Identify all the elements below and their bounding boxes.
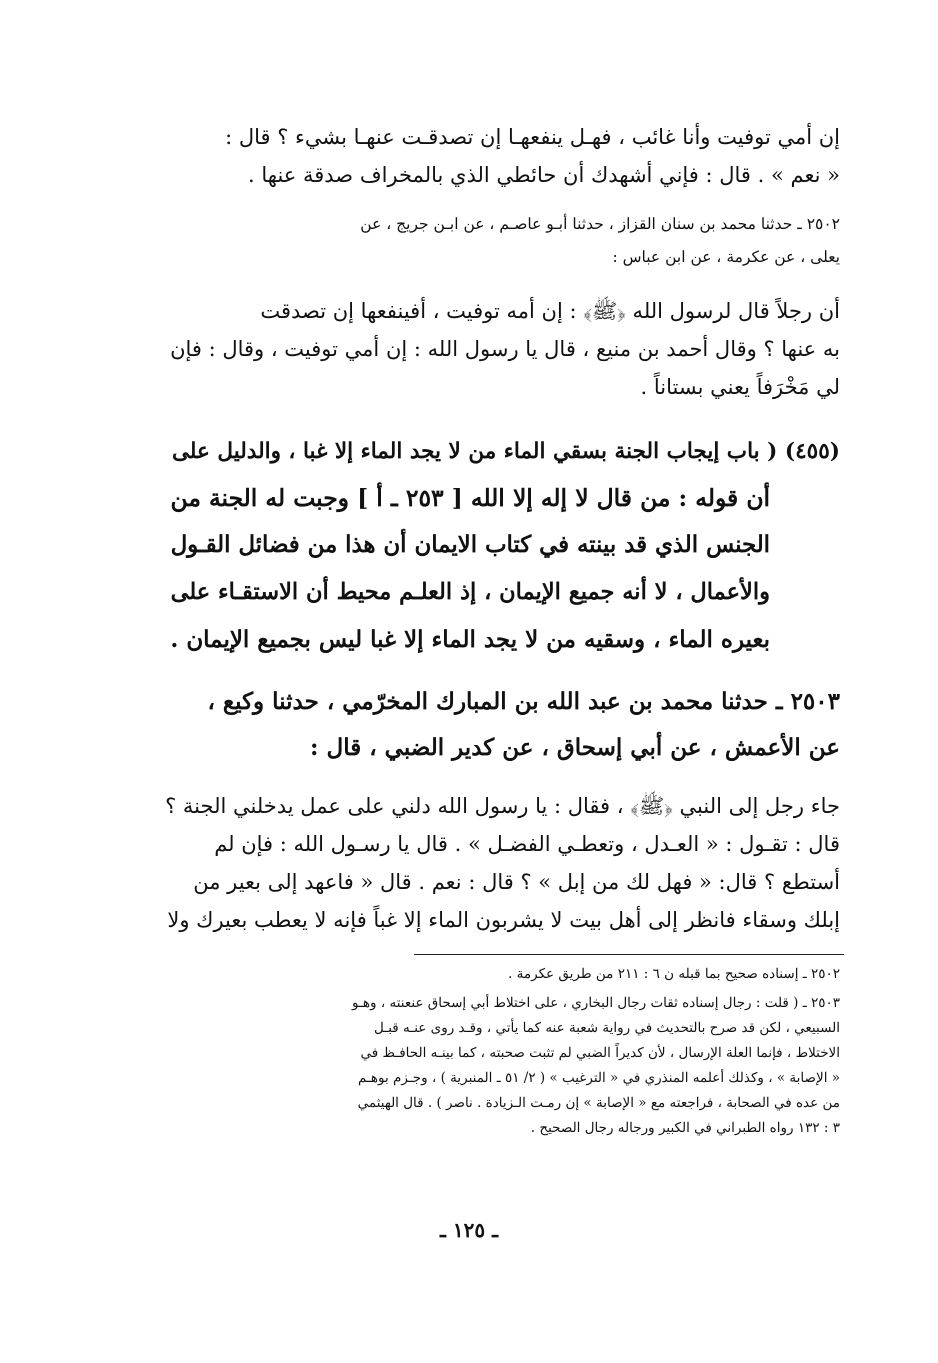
- footnote-line: ٢٥٠٢ ـ إسناده صحيح بما قبله ن ٦ : ٢١١ من طريق عكرمة .: [508, 966, 840, 982]
- footnote-2502: [158, 962, 840, 987]
- footnote-line: « الإصابة » ، وكذلك أعلمه المنذري في « الترغيب » ( ٢/ ٥١ ـ المنبرية ) ، وجـزم بوهـم: [357, 1070, 840, 1086]
- text-line: ٢٥٠٢ ـ حدثنا محمد بن سنان القزاز ، حدثنا أبـو عاصـم ، عن ابـن جريج ، عن: [360, 215, 840, 233]
- text-line: الجنس الذي قد بينته في كتاب الايمان أن هذا من فضائل القـول: [170, 532, 770, 558]
- hadith-2502-matn: [158, 292, 840, 406]
- text-line: والأعمال ، لا أنه جميع الإيمان ، إذ العلـم محيط أن الاستقـاء على: [170, 579, 770, 605]
- text-line: جاء رجل إلى النبي ﴿ﷺ﴾ ، فقال : يا رسول الله دلني على عمل يدخلني الجنة ؟: [165, 794, 840, 818]
- text-line: إبلك وسقاء فانظر إلى أهل بيت لا يشربون الماء إلا غباً فإنه لا يعطب بعيرك ولا: [167, 908, 840, 932]
- chapter-455-heading: [158, 428, 840, 663]
- text-line: به عنها ؟ وقال أحمد بن منيع ، قال يا رسول الله : إن أمي توفيت ، وقال : فإن: [170, 337, 840, 361]
- footnote-line: من عده في الصحابة ، فراجعته مع « الإصابة » إن رمـت الـزيادة . ناصر ) . قال الهيثمي: [357, 1095, 840, 1111]
- text-line: إن أمي توفيت وأنا غائب ، فهـل ينفعهـا إن تصدقـت عنهـا بشيء ؟ قال :: [225, 125, 840, 149]
- text-line: (٤٥٥) ( باب إيجاب الجنة بسقي الماء من لا يجد الماء إلا غبا ، والدليل على: [171, 439, 840, 464]
- hadith-2503-matn: [158, 787, 840, 939]
- footnote-2503: [158, 991, 840, 1141]
- intro-paragraph: [158, 118, 840, 194]
- footnote-divider: [414, 954, 844, 955]
- footnote-line: الاختلاط ، فإنما العلة الإرسال ، لأن كديراً الضبي لم تثبت صحبته ، كما بينـه الحافـظ في: [360, 1045, 840, 1061]
- text-line: بعيره الماء ، وسقيه من لا يجد الماء إلا غبا ليس بجميع الإيمان .: [170, 626, 770, 653]
- footnote-line: ٣ : ١٣٢ رواه الطبراني في الكبير ورجاله رجال الصحيح .: [530, 1120, 840, 1136]
- text-line: قال : تقـول : « العـدل ، وتعطـي الفضـل » . قال يا رسـول الله : فإن لم: [214, 832, 840, 856]
- text-line: أستطع ؟ قال: « فهل لك من إبل » ؟ قال : نعم . قال « فاعهد إلى بعير من: [193, 870, 840, 894]
- hadith-2503-isnad: [158, 679, 840, 771]
- text-line: أن رجلاً قال لرسول الله ﴿ﷺ﴾ : إن أمه توفيت ، أفينفعها إن تصدقت: [260, 299, 840, 323]
- text-line: لي مَخْرَفاً يعني بستاناً .: [640, 375, 840, 399]
- footnote-line: ٢٥٠٣ ـ ( قلت : رجال إسناده ثقات رجال البخاري ، على اختلاط أبي إسحاق عنعنته ، وهـو: [351, 995, 840, 1011]
- page-number: ـ ١٢٥ ـ: [440, 1218, 498, 1242]
- text-line: أن قوله : من قال لا إله إلا الله [ ٢٥٣ ـ أ ] وجبت له الجنة من: [170, 484, 770, 512]
- text-line: « نعم » . قال : فإني أشهدك أن حائطي الذي بالمخراف صدقة عنها .: [248, 163, 840, 187]
- hadith-2502-isnad: [158, 208, 840, 274]
- text-line: ٢٥٠٣ ـ حدثنا محمد بن عبد الله بن المبارك المخرّمي ، حدثنا وكيع ،: [207, 688, 840, 715]
- text-line: يعلى ، عن عكرمة ، عن ابن عباس :: [612, 248, 840, 266]
- text-line: عن الأعمش ، عن أبي إسحاق ، عن كدير الضبي ، قال :: [310, 734, 840, 761]
- footnote-line: السبيعي ، لكن قد صرح بالتحديث في رواية شعبة عنه كما يأتي ، وقـد روى عنـه قبـل: [374, 1020, 840, 1036]
- footnotes: [158, 962, 840, 1145]
